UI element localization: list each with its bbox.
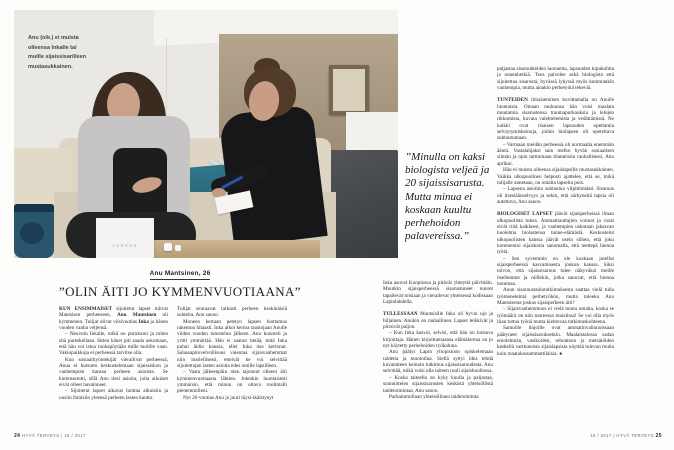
article-paragraph: Moneen kertaan petetyn lapsen luottamus rakentuu hitaasti. Inka alkoi kertoa taustojaan Anulle viiden vuoden tutustelun jälkeen. Anu kuunteli ja yritti ymmärtää. Hän ei saanut tietää, mitä Inka puhui äidin kanssa, ellei Inka itse kertonut. Salassapitovelvollisuus vaientaa sijaisvanhemmat niin huolellisesti, etteivät he voi selvittää sijoitettujen lasten asioita edes omille lapsilleen. [177,318,287,370]
article-paragraph: Kun sosiaalityöntekijät vierailivat perheessä, Anua ei kutsuttu keskustelemaan sijaissiskon ja vanhempien kanssa perheen asioista. Se kummastutti, sillä Anu tiesi asioita, joita aikuiset eivät olleet havainneet. [59,356,168,389]
left-page-footer [14,433,86,439]
article-paragraph: paljastaa sisarsuhteiden luonnetta, lapsuuden kipukohtia ja onnenhetkiä. Teos palvelee sekä biologista että sijoitettua sisarusta, hyvässä lykyssä myös kummankin vanhempia, mutta ainakin perhetyötä tekeviä. [497,66,614,92]
article-paragraph: TUNTEIDEN ilmaiseminen kuvittamalla on Anulle luontaista. Omaan tauluunsa hän voisi maalata muutamia sisarustensa traumapurkauksia ja lelujen rikkomista, kuvata valehtelemista ja vedättämistä. Ne kaikki ovat risaisen lapsuuden opettamia selviytymiskeinoja, joihin biolapsen oli opeteltava suhtautumaan. [497,97,614,142]
picture-frame [329,65,369,115]
article-paragraph: – Sen syvemmin en ole koskaan jutellut sijaisperheessä kasvamisesta jonkun kanssa. Siksi toivon, että sijaissisaruus tulee näkyväksi meille itsellemme ja niillekin, jotka sanovat, että hienoa hommaa. [497,255,614,287]
blue-mug-pattern [20,222,44,244]
right-footer-text: 16 / 2017 | HYVÄ TERVEYS [590,433,656,438]
article-paragraph: – Koska taiteella on kyky kuulla ja paljastaa, suunnittelen sijaissisarusten keskistä yhteisöllistä taidetoimintaa, Anu sanoo. [383,374,493,394]
torres-box-label: TORRES [112,243,138,248]
article-paragraph: Anun sisaruustaulututkimuksesta saattaa vielä tulla työmenetelmä perhetyöhön, mutta tuleeko Anu Mantsisesta joskus sijaisperheen äiti? [497,287,614,307]
title-block [30,262,330,300]
article-paragraph: – Sijoitetut lapset alkavat luottaa aikuisiin ja uusiin ihmisiin yleensä perheen lasten kautta. [59,388,168,401]
article-paragraph: TULLESSAAN Mantsisille Inka oli hyvin ujo ja hiljainen. Anukin on rauhallinen. Lapset leikkivät ja piirsivät paljon. [383,311,493,331]
left-page-number: 24 [14,433,21,439]
right-page-column-2 [497,66,614,444]
torres-box [96,218,154,258]
article-paragraph: Tulijat seuraavat tarkasti perheen keskinäisiä suhteita, Anu sanoo. [177,306,287,319]
article-paragraph: BIOLOGISET LAPSET jäävät sijaisperheissä ilman ulkopuolista tukea. Ammattiauttajien voimat ja varat eivät riitä kaikkeen, ja vanhempien uskotaan jaksavan huolehtia biolastensa tunne-elämästä. Keskustelut ulkopuolisten kanssa jäävät usein siihen, että joku kommentoi sijaiskotia sanomalla, että teettepä hienoa työtä. [497,211,614,256]
article-paragraph: Nyt 26-vuotias Anu ja juuri täysi-ikäistynyt [183,394,274,401]
right-page-number: 25 [655,433,662,439]
article-paragraph: – Vasta jälkeenpäin olen tajunnut olleeni äiti kymmenvuotiaasta lähtien. Jotenkin luontaisesti ymmärsin, että minun on oltava roolimalli pienemmilleni. [177,369,287,395]
left-page-column-2 [177,306,287,434]
article-paragraph: – Varmaan meidän perheessä oli normaalia enemmän ääntä. Vastalahjaksi sain melko hyvän sosiaalisen silmän ja opin tarttumaan tilanteisiin rauhallisesti, Anu aprikoi. [497,141,614,167]
right-page-column-1 [383,280,493,440]
article-photo [14,10,398,258]
photo-caption: Anu (oik.) ei muista olleensa Inkalle tai muille sijaissisarilleen mustasukkainen. [28,35,87,70]
picture-frame-art [333,69,365,111]
article-paragraph: Parhaimmillaan yhteisöllinen taidetoiminta [389,393,479,400]
article-paragraph: Anu päätyi Lapin yliopistoon opiskelemaan taidetta ja muotoilua. Siellä syttyi idea tehdä kuvataiteen keinoin tutkimus sijaissisaruudesta. Anu selvittää, mikä voisi olla taiteen rooli sijaishuollossa. [383,349,493,375]
article-kicker: Anu Mantsinen, 26 [150,270,211,280]
table-item [164,243,172,251]
pull-quote: ”Minulla on kaksi biologista veljeä ja 20 sijaissisarusta. Mutta minua ei koskaan kuultu perhehoidon palavereissa.” [405,151,490,243]
left-page-column-1 [59,306,168,434]
article-paragraph: Inka asuvat Kuopiossa ja pitävät yhteyttä päivittäin. Muutkin sijaisperheessä sisarustuneet nuoret tapailevat toisiaan ja vierailevat yhteisessä kodissaan Lapinlahdella. [383,280,493,306]
table-item [175,245,181,251]
article-paragraph: – Lapsena asioihin suhtautuu vilpittömästi. Sisaruus oli itsestäänselvyys ja sekin, että särkyneitä lapsia oli autettava, Anu sanoo. [497,186,614,205]
blue-mug-rim [14,204,54,212]
article-paragraph: Samoille linjoille ovat ammatinvalinnoissaan päätyneet sijaissisaruksetkin. Maalaistalossa sadan emolehmän, vasikoiden, rehunteon ja metsätöiden keskellä varttuneista sijaislapsista näyttää tulevan muita kuin maatalousammattilaisia. ● [497,325,614,357]
article-paragraph: – Sijaisvanhemmuus ei vielä tunnu omalta, koska se työmäärä on niin tuoreessa muistissa! Se voi olla myös liian tuttua työnä mutta kiehtovaa tutkimuskohteena. [497,306,614,326]
article-paragraph: – Neuvoin Inkalle, mikä on purukumi ja miten sitä pureskellaan. Sitten hänet piti saada uskomaan, että hän voi istua ruokapöytään mille tuolille vaan. Vakiopaikkoja ei perheessä tarvitse olla. [59,331,168,357]
article-paragraph: – Kun Inka kasvoi, selvisi, että hän on loistava kirjoittaja. Hänen kirjoittamaansa elämäkertaa on jo nyt käytetty perhehoidon työkaluna. [383,330,493,350]
right-page-footer [590,433,662,439]
article-headline: ”OLIN ÄITI JO KYMMENVUOTIAANA” [59,284,301,299]
left-footer-text: HYVÄ TERVEYS | 16 / 2017 [20,433,86,438]
article-paragraph: Hän ei muista olleensa sijaislapsille mustasukkainen. Vaikka ulkopuolinen helposti ajattelee, että se, mikä tulijalle annetaan, on omalta lapselta pois. [497,167,614,186]
article-paragraph: KUN ENSIMMÄISET sijoitetut lapset tulivat Mantsisen perheeseen, Anu Mantsinen oli kymmenen. Tulijat olivat viisivuotias Inka ja hänen vuoden vanha veljensä. [59,306,168,332]
